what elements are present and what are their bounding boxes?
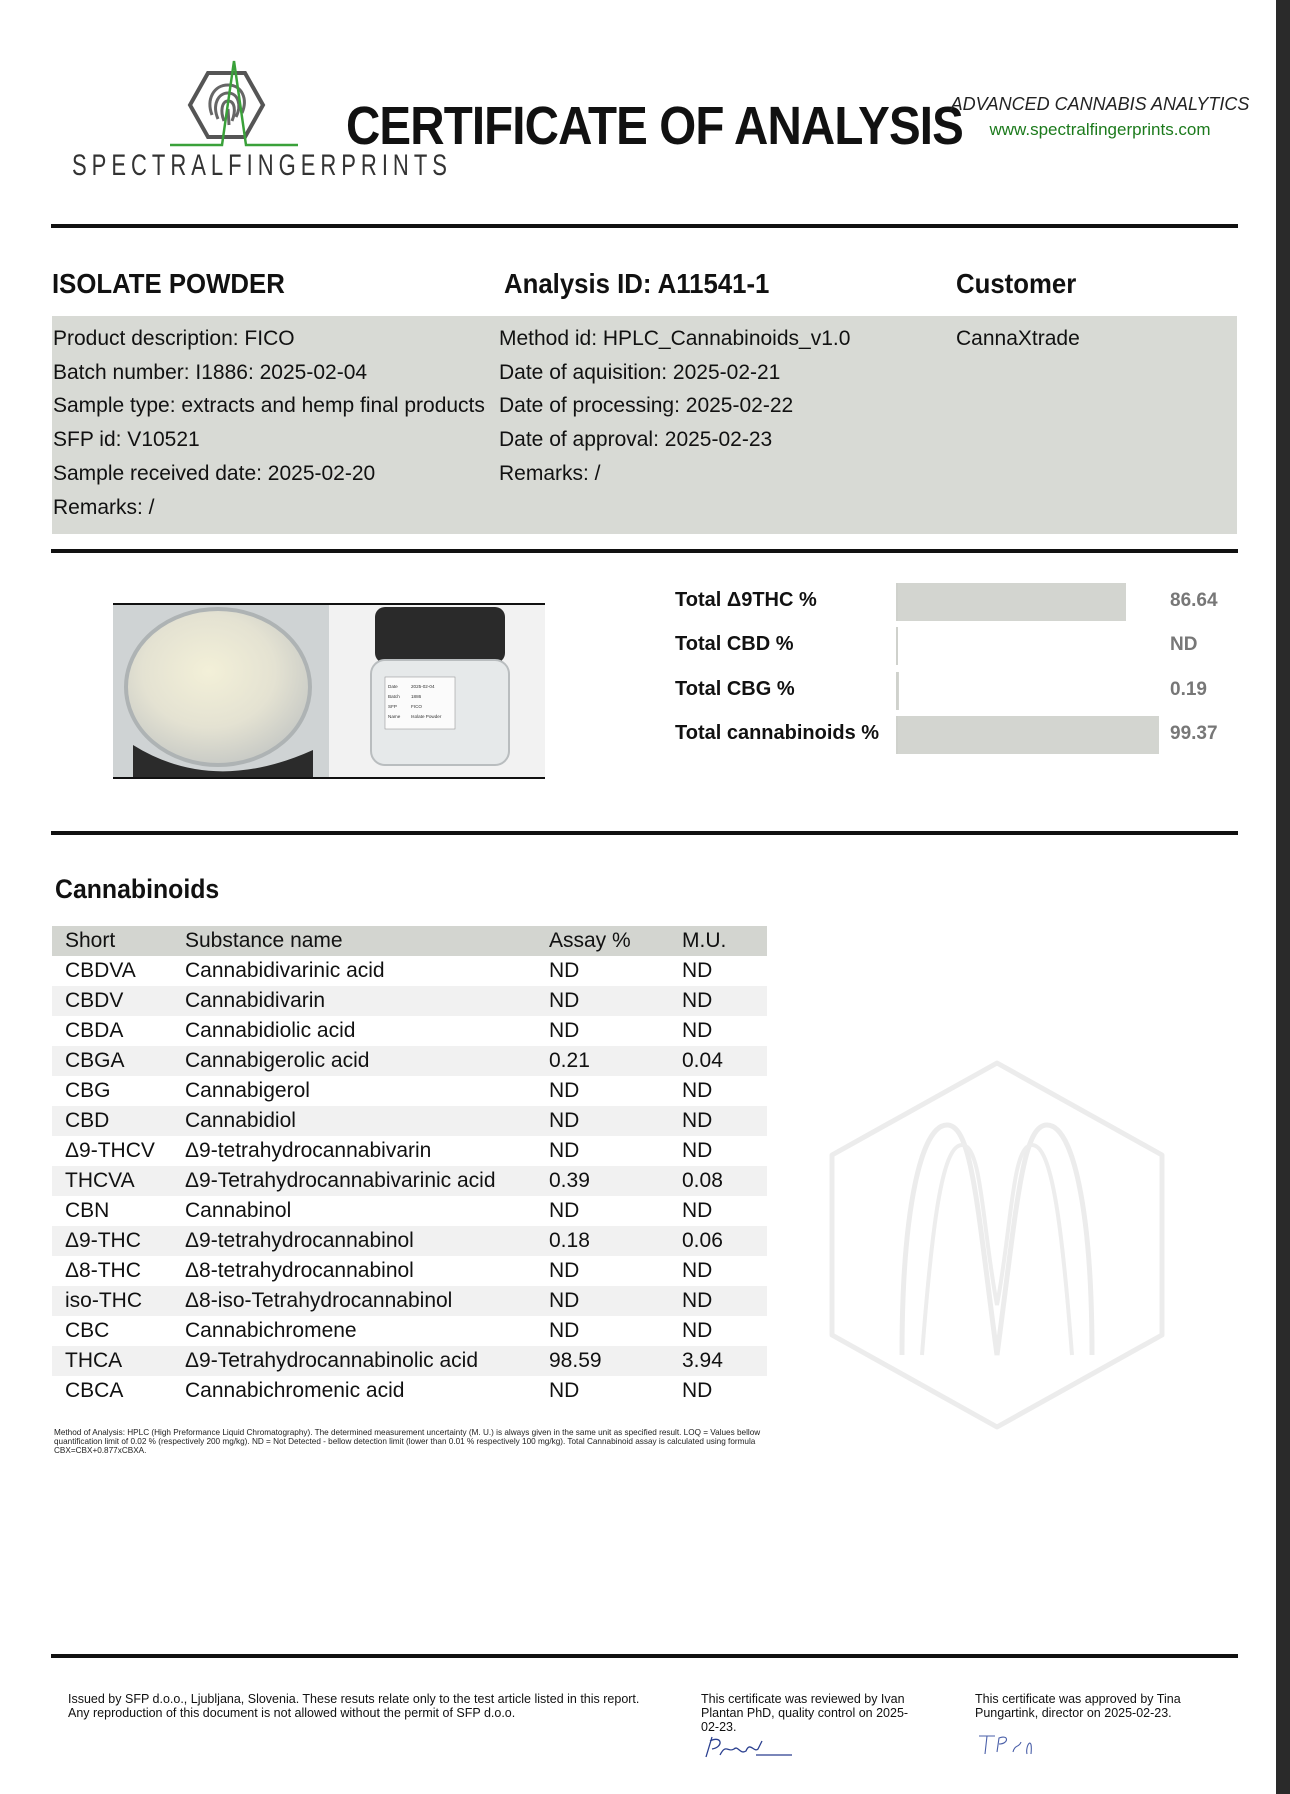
cell-assay: ND: [549, 1079, 580, 1102]
jar-label-field: Name: [388, 714, 401, 719]
table-row: [52, 1316, 767, 1346]
method-note: Method of Analysis: HPLC (High Preformance Liquid Chromatography). The determined measurement uncertainty (M. U.) is always given in the same unit as specified result. LOQ = Values bellow quantification limit of 0.02 % (respectively 200 mg/kg). ND = Not Detected - bellow detection limit (lower than 0.01 % respectively 100 mg/kg). Total Cannabinoid assay is calculated using formula CBX=CBX+0.877xCBXA.: [54, 1428, 761, 1456]
analysis-remarks: Remarks: /: [499, 461, 601, 485]
column-header-substance: Substance name: [185, 926, 549, 956]
jar-lid: [375, 607, 505, 663]
product-details: [53, 322, 485, 524]
jar-opening-powder: [126, 609, 310, 765]
column-header-mu: M.U.: [682, 926, 767, 956]
jar-label-field: Date: [388, 684, 398, 689]
table-row: [52, 1106, 767, 1136]
cell-assay: ND: [549, 1139, 580, 1162]
column-header-short: Short: [52, 926, 185, 956]
table-row: [52, 1196, 767, 1226]
cell-short: iso-THC: [52, 1286, 185, 1316]
cell-short: THCA: [52, 1346, 185, 1376]
cell-substance: Cannabidiolic acid: [185, 1019, 356, 1042]
cell-assay: ND: [549, 959, 580, 982]
cell-mu: 3.94: [682, 1346, 767, 1376]
table-row: [52, 1166, 767, 1196]
column-header-assay: Assay %: [549, 926, 682, 956]
table-row: [52, 1256, 767, 1286]
cell-substance: Δ8-iso-Tetrahydrocannabinol: [185, 1286, 549, 1316]
summary-bar-cbg: [896, 672, 1161, 710]
approved-by-note: This certificate was approved by Tina Pungartink, director on 2025-02-23.: [975, 1692, 1181, 1720]
sample-type: Sample type: extracts and hemp final products: [53, 394, 485, 418]
cell-short: Δ9-THC: [52, 1226, 185, 1256]
cell-mu: ND: [682, 1106, 767, 1136]
cannabinoids-title: Cannabinoids: [55, 874, 220, 904]
product-remarks: Remarks: /: [53, 495, 155, 519]
date-of-acquisition: Date of aquisition: 2025-02-21: [499, 360, 781, 384]
table-row: [52, 1376, 767, 1406]
cell-mu: 0.08: [682, 1166, 767, 1196]
cell-mu: ND: [682, 1079, 713, 1102]
table-row: [52, 1346, 767, 1376]
info-divider: [51, 549, 1238, 553]
analysis-id-heading: Analysis ID: A11541-1: [504, 268, 770, 299]
jar-label-value: Isolate Powder: [411, 714, 442, 719]
summary-bar-cbd: [896, 627, 1161, 665]
footer-divider: [51, 1654, 1238, 1658]
table-row: [52, 1226, 767, 1256]
cell-assay: 0.18: [549, 1226, 682, 1256]
table-row: [52, 956, 767, 986]
cell-substance: Cannabichromenic acid: [185, 1379, 405, 1402]
summary-bar-thc: [896, 583, 1161, 621]
customer-heading: Customer: [956, 268, 1077, 299]
summary-bar-total: [896, 716, 1161, 754]
table-body: [52, 956, 767, 1406]
method-id: Method id: HPLC_Cannabinoids_v1.0: [499, 327, 851, 350]
certificate-title: CERTIFICATE OF ANALYSIS: [346, 96, 963, 156]
table-header-row: [52, 926, 767, 956]
jar-label-value: 1886: [411, 694, 422, 699]
cell-assay: ND: [549, 1286, 682, 1316]
cell-short: CBC: [65, 1319, 110, 1342]
cell-short: CBG: [65, 1079, 111, 1102]
table-row: [52, 1286, 767, 1316]
cell-assay: ND: [549, 1259, 580, 1282]
customer-details: [956, 322, 1080, 356]
summary-value-thc: 86.64: [1170, 590, 1218, 611]
header-divider: [51, 224, 1238, 228]
cell-substance: Δ9-Tetrahydrocannabivarinic acid: [185, 1166, 549, 1196]
reviewed-by-note: This certificate was reviewed by Ivan Plantan PhD, quality control on 2025-02-23.: [701, 1692, 909, 1734]
cell-substance: Cannabigerol: [185, 1079, 310, 1102]
cell-mu: ND: [682, 959, 713, 982]
cell-substance: Δ9-tetrahydrocannabivarin: [185, 1139, 432, 1162]
cell-mu: ND: [682, 986, 767, 1016]
cell-assay: ND: [549, 1199, 580, 1222]
cell-short: Δ9-THCV: [65, 1139, 155, 1162]
summary-value-total: 99.37: [1170, 723, 1218, 744]
date-of-approval: Date of approval: 2025-02-23: [499, 428, 773, 452]
customer-name: CannaXtrade: [956, 327, 1080, 350]
cell-short: THCVA: [52, 1166, 185, 1196]
cell-mu: ND: [682, 1139, 713, 1162]
lab-name: ADVANCED CANNABIS ANALYTICS: [950, 94, 1250, 114]
cell-short: CBDVA: [65, 959, 136, 982]
jar-label-field: SFP: [388, 704, 397, 709]
cell-mu: ND: [682, 1019, 713, 1042]
summary-fill-thc: [898, 583, 1126, 621]
issued-by-note: Issued by SFP d.o.o., Ljubljana, Slovenia. These resuts relate only to the test article listed in this report. Any reproduction of this document is not allowed without the permit of SFP d.o.o.: [68, 1692, 640, 1720]
cell-short: CBDV: [52, 986, 185, 1016]
summary-value-cbd: ND: [1170, 634, 1198, 655]
cell-assay: 98.59: [549, 1346, 682, 1376]
cell-short: CBN: [65, 1199, 110, 1222]
watermark-logo: [822, 1055, 1172, 1435]
cell-assay: ND: [549, 1019, 580, 1042]
table-row: [52, 1046, 767, 1076]
jar-label-value: 2025-02-04: [411, 684, 435, 689]
cell-assay: 0.39: [549, 1166, 682, 1196]
approver-signature: [975, 1730, 1045, 1760]
cell-mu: ND: [682, 1319, 713, 1342]
product-heading: ISOLATE POWDER: [52, 268, 285, 299]
cell-short: CBGA: [52, 1046, 185, 1076]
summary-divider: [51, 831, 1238, 835]
sample-received-date: Sample received date: 2025-02-20: [53, 461, 376, 485]
summary-value-cbg: 0.19: [1170, 679, 1207, 700]
batch-number: Batch number: I1886: 2025-02-04: [53, 360, 368, 384]
cell-mu: ND: [682, 1286, 767, 1316]
sample-photo: [113, 603, 545, 779]
analysis-details: [499, 322, 850, 491]
cell-substance: Cannabidivarinic acid: [185, 959, 385, 982]
cell-substance: Cannabinol: [185, 1199, 292, 1222]
brand-wordmark: SPECTRALFINGERPRINTS: [72, 148, 452, 182]
cell-mu: ND: [682, 1379, 713, 1402]
lab-website-link[interactable]: www.spectralfingerprints.com: [989, 120, 1211, 139]
cell-substance: Δ9-Tetrahydrocannabinolic acid: [185, 1346, 549, 1376]
cannabinoids-table: [52, 926, 767, 1406]
cell-substance: Cannabidivarin: [185, 986, 549, 1016]
product-description: Product description: FICO: [53, 327, 295, 350]
summary-label-total: Total cannabinoids %: [675, 722, 880, 744]
cell-substance: Cannabidiol: [185, 1106, 549, 1136]
sfp-id: SFP id: V10521: [53, 428, 200, 452]
jar-label-field: Batch: [388, 694, 400, 699]
cell-substance: Cannabichromene: [185, 1319, 357, 1342]
cell-mu: 0.04: [682, 1046, 767, 1076]
cell-mu: ND: [682, 1259, 713, 1282]
cell-assay: ND: [549, 1379, 580, 1402]
date-of-processing: Date of processing: 2025-02-22: [499, 394, 794, 418]
cell-assay: 0.21: [549, 1046, 682, 1076]
summary-label-cbg: Total CBG %: [675, 678, 795, 700]
cell-substance: Δ9-tetrahydrocannabinol: [185, 1226, 549, 1256]
summary-fill-total: [898, 716, 1159, 754]
cell-mu: ND: [682, 1199, 713, 1222]
cell-assay: ND: [549, 1319, 580, 1342]
cell-short: CBDA: [65, 1019, 124, 1042]
jar-label-value: FICO: [411, 704, 422, 709]
table-row: [52, 986, 767, 1016]
table-row: [52, 1016, 767, 1046]
cell-substance: Δ8-tetrahydrocannabinol: [185, 1259, 414, 1282]
cell-assay: ND: [549, 1106, 682, 1136]
cell-short: CBD: [52, 1106, 185, 1136]
table-row: [52, 1136, 767, 1166]
cell-mu: 0.06: [682, 1226, 767, 1256]
cell-short: Δ8-THC: [65, 1259, 141, 1282]
reviewer-signature: [700, 1733, 795, 1763]
cell-assay: ND: [549, 986, 682, 1016]
summary-label-cbd: Total CBD %: [675, 633, 794, 655]
table-row: [52, 1076, 767, 1106]
summary-label-thc: Total Δ9THC %: [675, 589, 817, 611]
cell-substance: Cannabigerolic acid: [185, 1046, 549, 1076]
cell-short: CBCA: [65, 1379, 124, 1402]
